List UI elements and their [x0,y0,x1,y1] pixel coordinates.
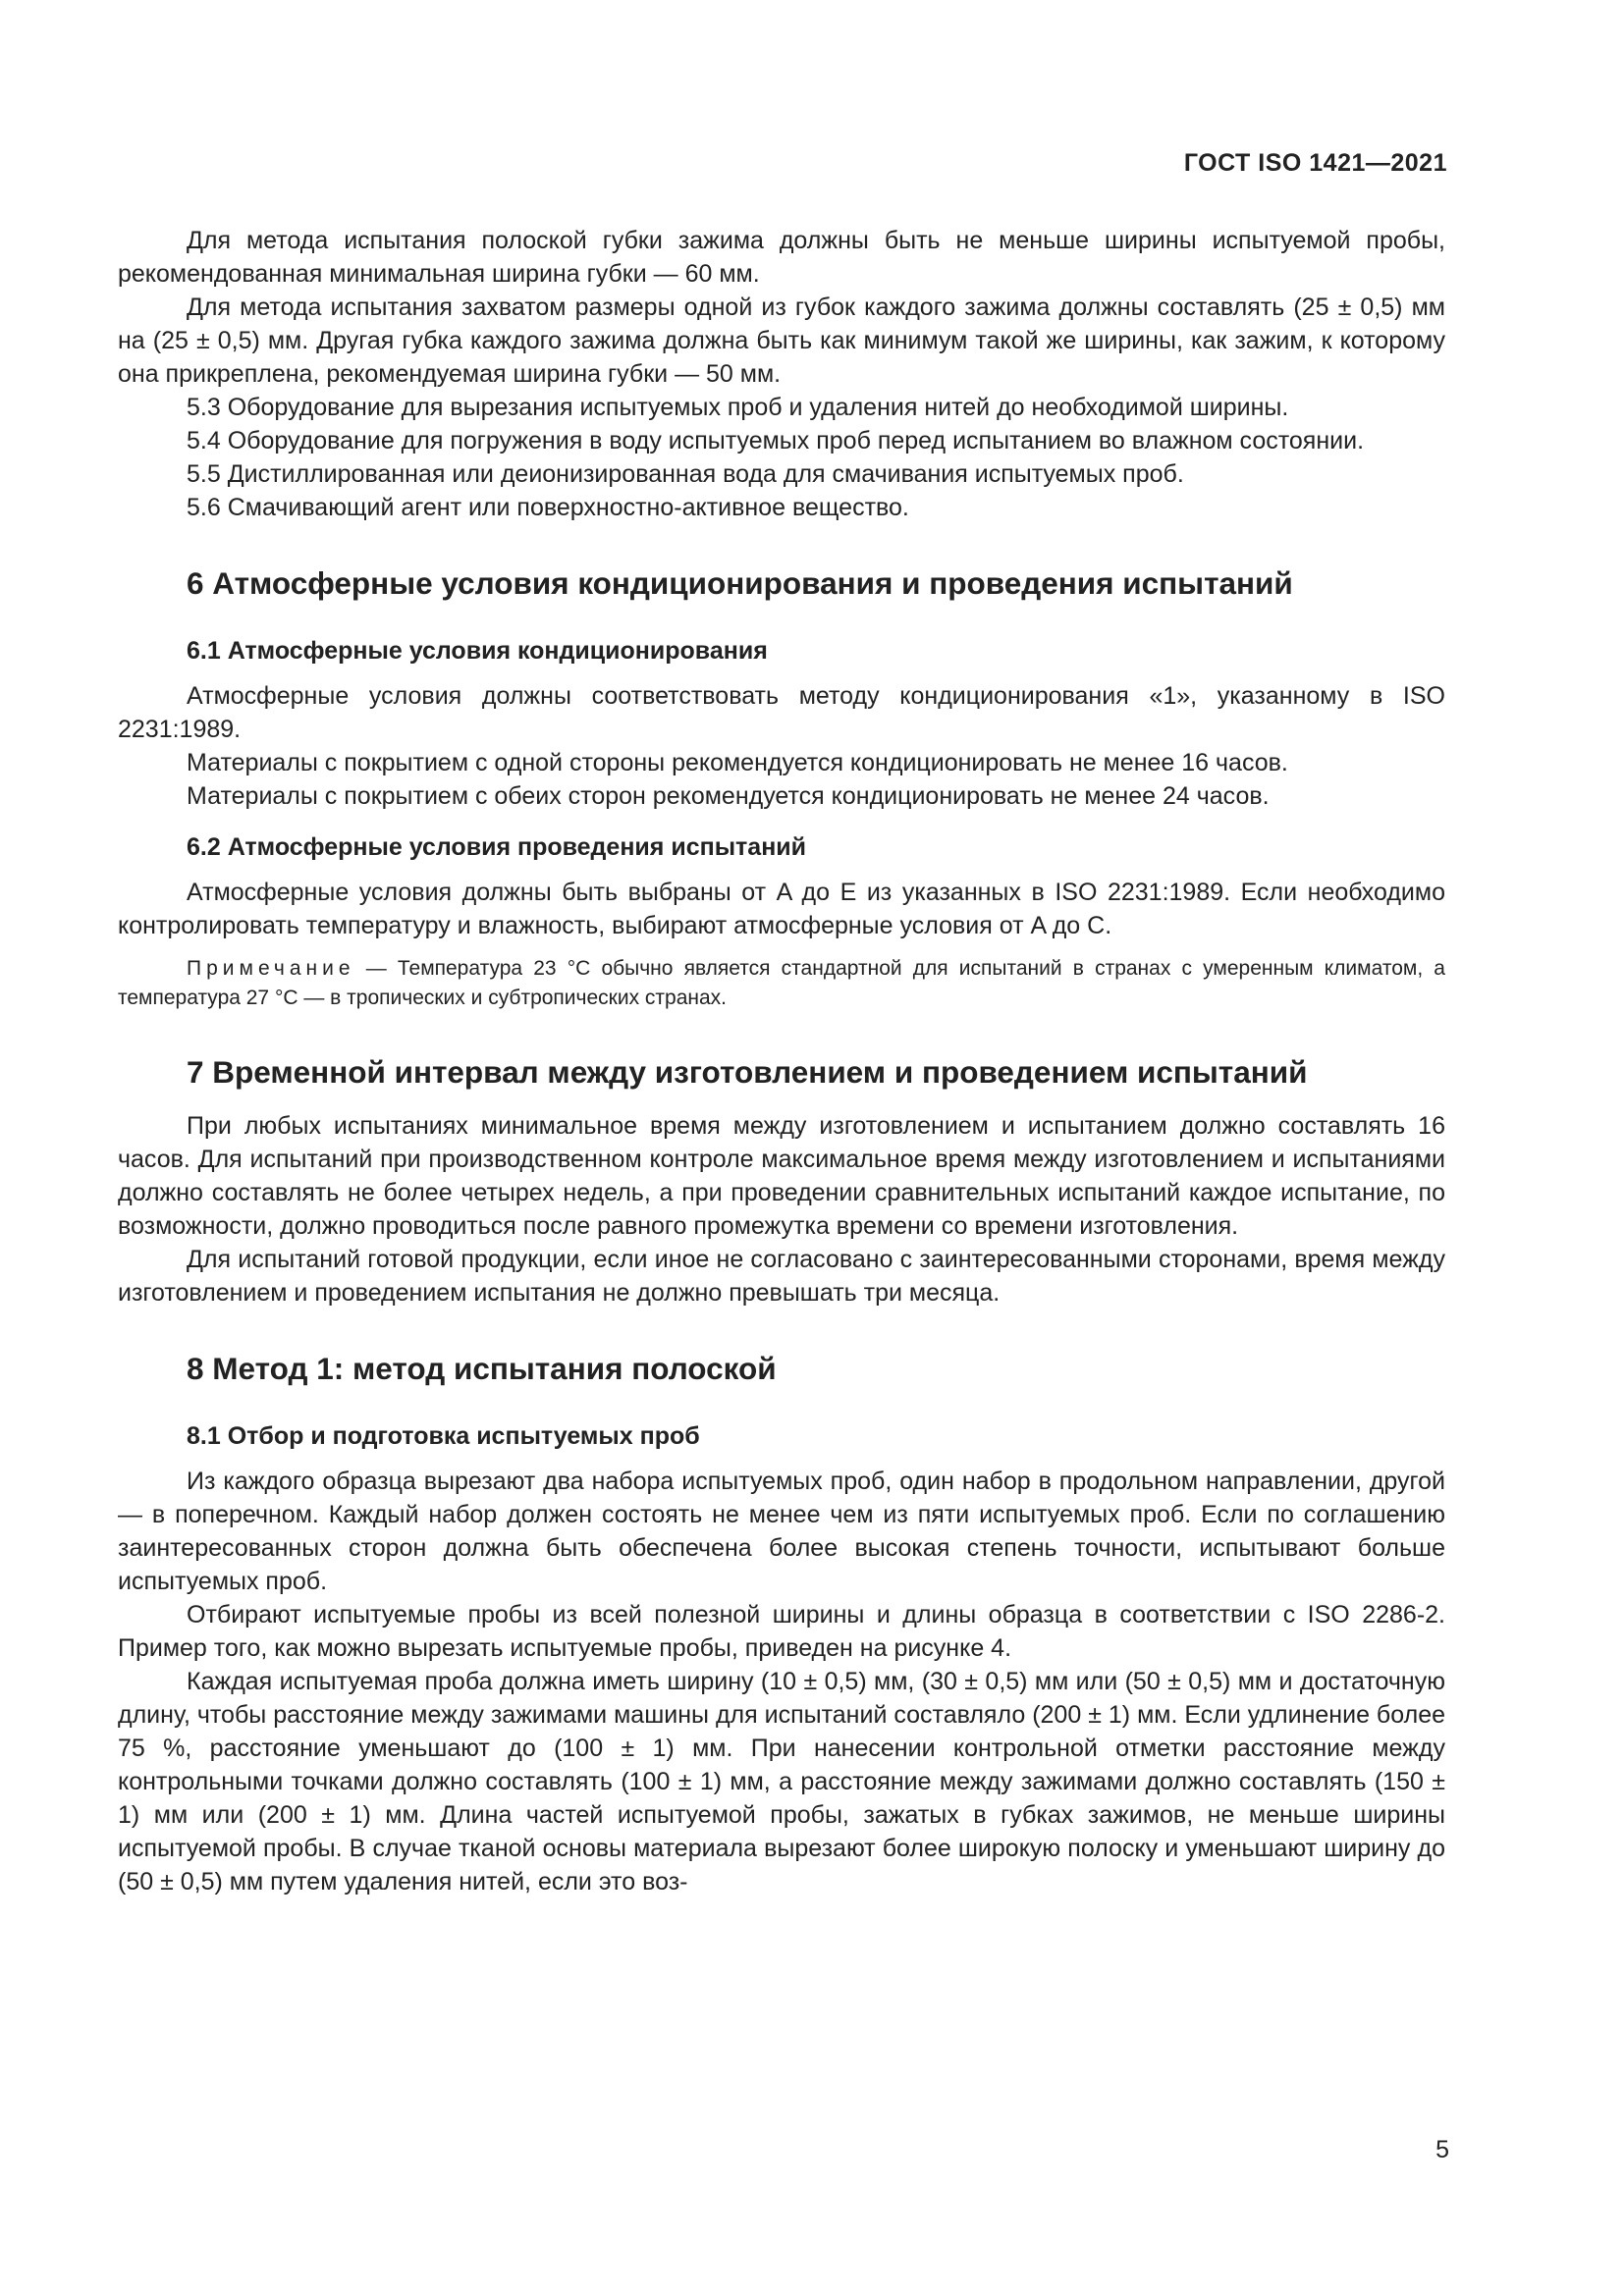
section-6-heading: 6 Атмосферные условия кондиционирования и проведения испытаний [187,565,1293,601]
paragraph: 5.6 Смачивающий агент или поверхностно-активное вещество. [187,494,909,521]
note [118,954,1445,1013]
note-label: Примечание [187,957,355,980]
section-8-heading: 8 Метод 1: метод испытания полоской [187,1351,777,1386]
paragraph: Материалы с покрытием с обеих сторон рекомендуется кондиционировать не менее 24 часов. [187,782,1270,810]
section-7-heading: 7 Временной интервал между изготовлением и проведением испытаний [187,1054,1308,1090]
paragraph: Для метода испытания полоской губки зажима должны быть не меньше ширины испытуемой пробы, рекомендованная минимальная ширина губки — 60 мм. [118,227,1445,288]
subsection-6-1-heading: 6.1 Атмосферные условия кондиционирования [187,637,768,665]
page-header-doc-id: ГОСТ ISO 1421—2021 [1183,149,1447,177]
paragraph: Материалы с покрытием с одной стороны рекомендуется кондиционировать не менее 16 часов. [187,749,1288,776]
paragraph: Атмосферные условия должны соответствовать методу кондиционирования «1», указанному в ISO 2231:1989. [118,682,1445,743]
subsection-6-2-heading: 6.2 Атмосферные условия проведения испытаний [187,833,807,861]
paragraph: Для испытаний готовой продукции, если иное не согласовано с заинтересованными сторонами, время между изготовлением и проведением испытания не должно превышать три месяца. [118,1246,1445,1307]
paragraph: 5.5 Дистиллированная или деионизированная вода для смачивания испытуемых проб. [187,460,1184,488]
paragraph: При любых испытаниях минимальное время между изготовлением и испытанием должно составлять 16 часов. Для испытаний при производственном контроле максимальное время между изготовлением и испытаниями должно составлять не более четырех недель, а при проведении сравнительных испытаний каждое испытание, по возможности, должно проводиться после равного промежутка времени со времени изготовления. [118,1112,1445,1240]
paragraph: Отбирают испытуемые пробы из всей полезной ширины и длины образца в соответствии с ISO 2286-2. Пример того, как можно вырезать испытуемые пробы, приведен на рисунке 4. [118,1601,1445,1662]
paragraph: Для метода испытания захватом размеры одной из губок каждого зажима должны составлять (25 ± 0,5) мм на (25 ± 0,5) мм. Другая губка каждого зажима должна быть как минимум такой же ширины, как зажим, к которому она прикреплена, рекомендуемая ширина губки — 50 мм. [118,294,1445,388]
paragraph: 5.4 Оборудование для погружения в воду испытуемых проб перед испытанием во влажном состоянии. [187,427,1365,454]
paragraph: 5.3 Оборудование для вырезания испытуемых проб и удаления нитей до необходимой ширины. [187,394,1289,421]
paragraph: Атмосферные условия должны быть выбраны от A до E из указанных в ISO 2231:1989. Если необходимо контролировать температуру и влажность, выбирают атмосферные условия от A до C. [118,879,1445,939]
note-text: — Температура 23 °С обычно является стандартной для испытаний в странах с умеренным климатом, а температура 27 °С — в тропических и субтропических странах. [118,957,1445,1009]
paragraph: Каждая испытуемая проба должна иметь ширину (10 ± 0,5) мм, (30 ± 0,5) мм или (50 ± 0,5) мм и достаточную длину, чтобы расстояние между зажимами машины для испытаний составляло (200 ± 1) мм. Если удлинение более 75 %, расстояние уменьшают до (100 ± 1) мм. При нанесении контрольной отметки расстояние между контрольными точками должно составлять (100 ± 1) мм, а расстояние между зажимами должно составлять (150 ± 1) мм или (200 ± 1) мм. Длина частей испытуемой пробы, зажатых в губках зажимов, не меньше ширины испытуемой пробы. В случае тканой основы материала вырезают более широкую полоску и уменьшают ширину до (50 ± 0,5) мм путем удаления нитей, если это воз- [118,1668,1445,1896]
page-body [118,224,1445,1898]
page-number: 5 [1435,2136,1449,2163]
paragraph: Из каждого образца вырезают два набора испытуемых проб, один набор в продольном направлении, другой — в поперечном. Каждый набор должен состоять не менее чем из пяти испытуемых проб. Если по соглашению заинтересованных сторон должна быть обеспечена более высокая степень точности, испытывают больше испытуемых проб. [118,1468,1445,1595]
subsection-8-1-heading: 8.1 Отбор и подготовка испытуемых проб [187,1422,700,1450]
